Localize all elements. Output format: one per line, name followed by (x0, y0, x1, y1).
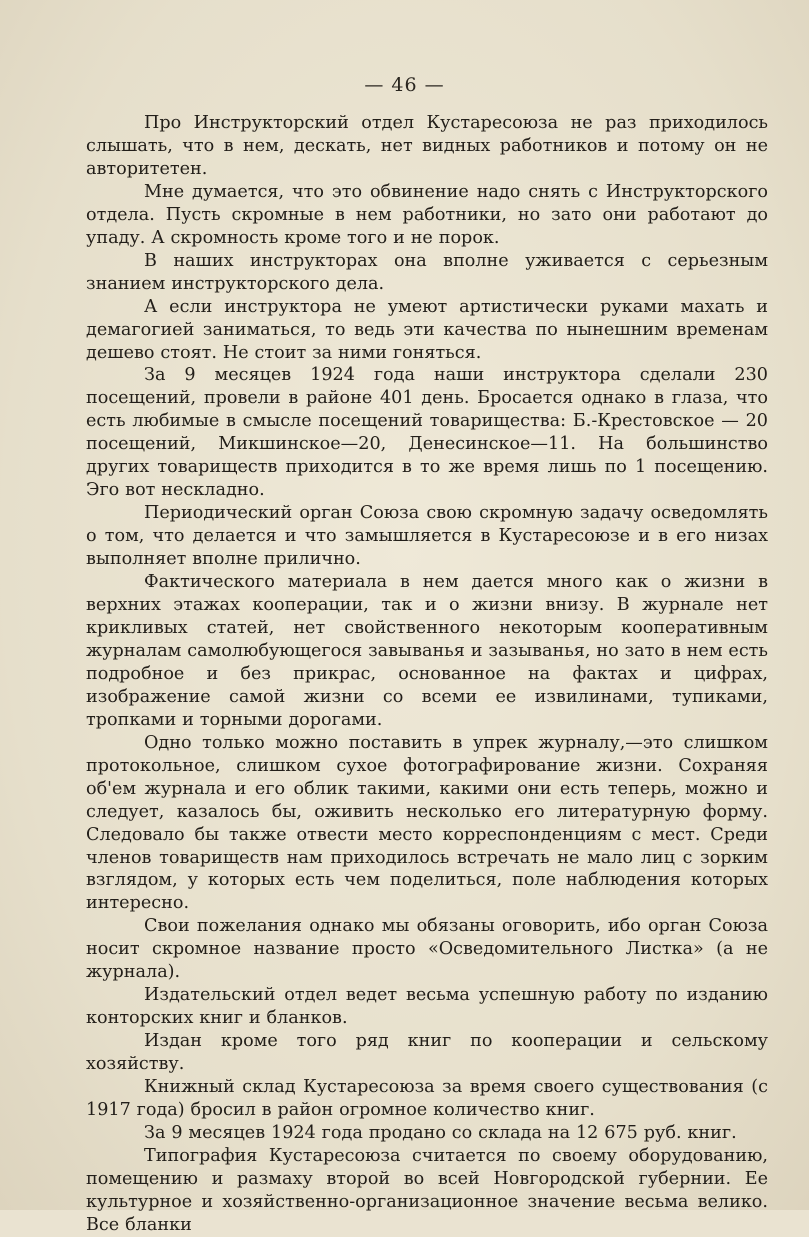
paragraph: Издан кроме того ряд книг по кооперации и сельскому хозяйству. (86, 1031, 768, 1075)
paragraph: Книжный склад Кустаресоюза за время своего существования (с 1917 года) бросил в район огромное количество книг. (86, 1077, 768, 1120)
paragraph: За 9 месяцев 1924 года продано со склада на 12 675 руб. книг. (144, 1122, 737, 1143)
paragraph: За 9 месяцев 1924 года наши инструктора сделали 230 посещений, провели в районе 401 день. Бросается однако в глаза, что есть любимые в смысле посещений товарищества: Б.-Крестовское — 20 посещений, Микшинское—20, Денесинское—11. На большинство других товариществ приходится в то же время лишь по 1 посещению. Эго вот нескладно. (86, 365, 768, 501)
paragraph: В наших инструкторах она вполне уживается с серьезным знанием инструкторского дела. (86, 250, 768, 294)
page-body (86, 112, 768, 1237)
paragraph: Одно только можно поставить в упрек журналу,—это слишком протокольное, слишком сухое фотографирование жизни. Сохраняя об'ем журнала и его облик такими, какими они есть теперь, можно и следует, казалось бы, оживить несколько его литературную форму. Следовало бы также отвести место корреспонденциям с мест. Среди членов товариществ нам приходилось встречать не мало лиц с зорким взглядом, у которых есть чем поделиться, поле наблюдения которых интересно. (86, 732, 768, 914)
paragraph: Периодический орган Союза свою скромную задачу осведомлять о том, что делается и что замышляется в Кустаресоюзе и в его низах выполняет вполне прилично. (86, 503, 768, 570)
paragraph: Про Инструкторский отдел Кустаресоюза не раз приходилось слышать, что в нем, дескать, нет видных работников и потому он не авторитетен. (86, 113, 768, 179)
paragraph: Мне думается, что это обвинение надо снять с Инструкторского отдела. Пусть скромные в нем работники, но зато они работают до упаду. А скромность кроме того и не порок. (86, 181, 768, 248)
page-number: — 46 — (364, 74, 445, 96)
paragraph: Фактического материала в нем дается много как о жизни в верхних этажах кооперации, так и о жизни внизу. В журнале нет крикливых статей, нет свойственного некоторым кооперативным журналам самолюбующегося завыванья и зазыванья, но зато в нем есть подробное и без прикрас, основанное на фактах и цифрах, изображение самой жизни со всеми ее извилинами, тупиками, тропками и торными дорогами. (86, 572, 768, 730)
paragraph: А если инструктора не умеют артистически руками махать и демагогией заниматься, то ведь эти качества по нынешним временам дешево стоят. Не стоит за ними гоняться. (86, 296, 768, 363)
paragraph: Свои пожелания однако мы обязаны оговорить, ибо орган Союза носит скромное название просто «Осведомительного Листка» (а не журнала). (86, 916, 768, 983)
paragraph: Типография Кустаресоюза считается по своему оборудованию, помещению и размаху второй во всей Новгородской губернии. Ее культурное и хозяйственно-организационное значение весьма велико. Все бланки (86, 1145, 768, 1235)
paragraph: Издательский отдел ведет весьма успешную работу по изданию конторских книг и бланков. (86, 985, 768, 1029)
